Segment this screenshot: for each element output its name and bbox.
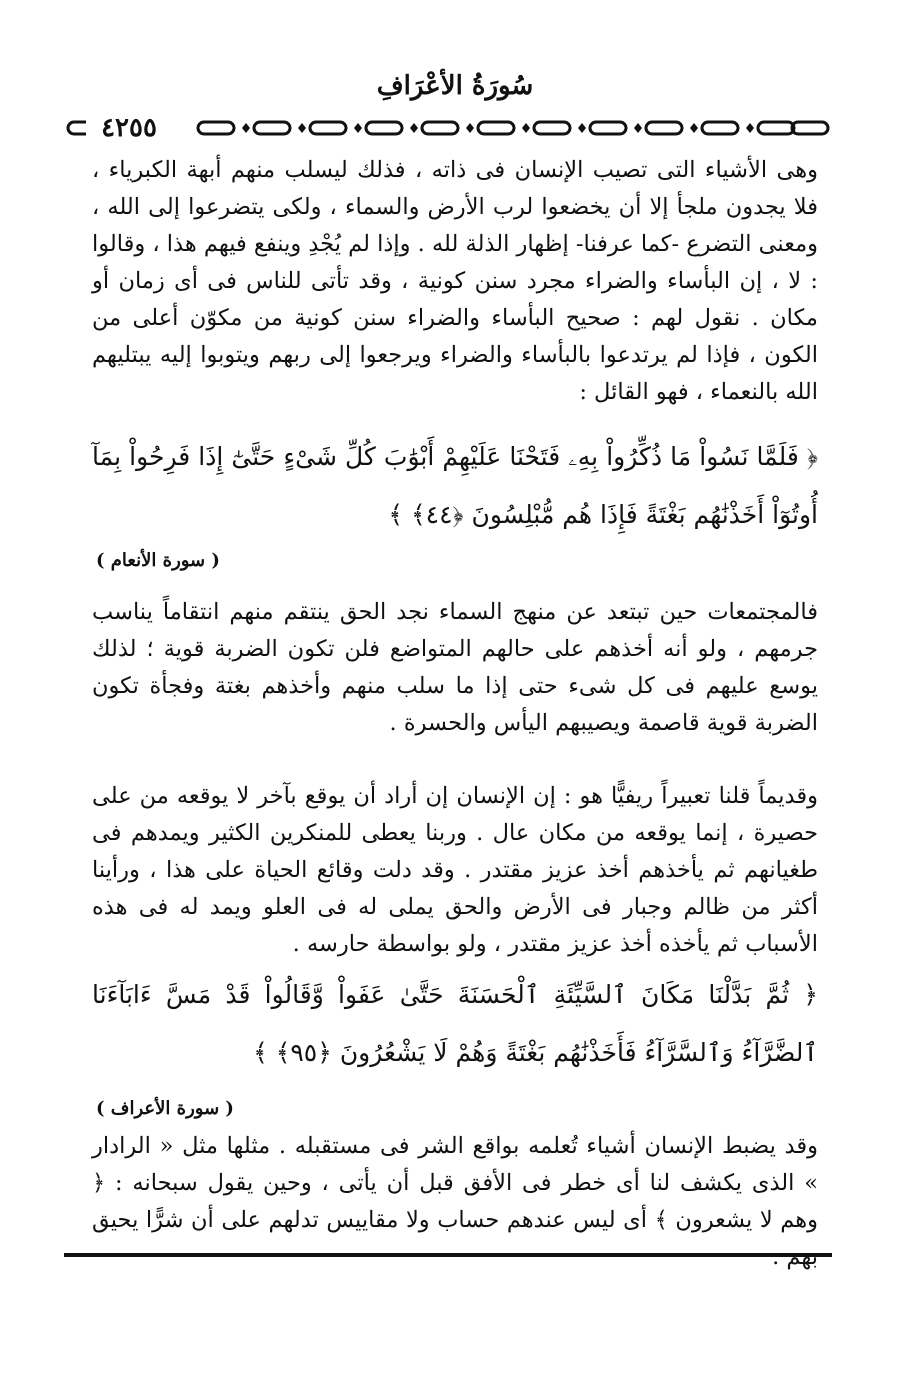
paragraph-2: فالمجتمعات حين تبتعد عن منهج السماء نجد الحق ينتقم منهم انتقاماً يناسب جرمهم ، ولو أنه أخذهم على حالهم المتواضع فلن تكون الضربة قوية ؛ لذلك يوسع عليهم فى كل شىء حتى إذا ما سلب منهم وأخذهم بغتة وفجأة تكون الضربة قوية قاصمة ويصيبهم اليأس والحسرة . — [92, 599, 818, 736]
paragraph-1: وهى الأشياء التى تصيب الإنسان فى ذاته ، فذلك ليسلب منهم أبهة الكبرياء ، فلا يجدون ملجأ إلا أن يخضعوا لرب الأرض والسماء ، ولكى يتضرعوا إلى الله ، ومعنى التضرع -كما عرفنا- إظهار الذلة لله . وإذا لم يُجْدِ وينفع فيهم هذا ، وقالوا : لا ، إن البأساء والضراء مجرد سنن كونية ، وقد تأتى للناس فى أى زمان أو مكان . نقول لهم : صحيح البأساء والضراء سنن كونية من مكوّن أعلى من الكون ، فإذا لم يرتدعوا بالبأساء والضراء ويرجعوا إلى ربهم ويتوبوا إليه يبتليهم الله بالنعماء ، فهو القائل : — [92, 157, 818, 405]
surah-title: سُورَةُ الأعْرَافِ — [376, 71, 534, 101]
paragraph-4: وقد يضبط الإنسان أشياء تُعلمه بواقع الشر فى مستقبله . مثلها مثل « الرادار » الذى يكشف لنا أى خطر فى الأفق قبل أن يأتى ، وحين يقول سبحانه : ﴿ وهم لا يشعرون ﴾ أى ليس عندهم حساب ولا مقاييس تدلهم على أن شرًّا يحيق بهم . — [92, 1133, 818, 1270]
verse-source-label: ( سورة الأنعام ) — [96, 550, 220, 571]
quran-verse-anam-44: ﴿ فَلَمَّا نَسُواْ مَا ذُكِّرُواْ بِهِۦ فَتَحْنَا عَلَيْهِمْ أَبْوَٰبَ كُلِّ شَىْءٍ حَتَّىٰٓ إِذَا فَرِحُواْ بِمَآ أُوتُوٓاْ أَخَذْنَٰهُم بَغْتَةً فَإِذَا هُم مُّبْلِسُونَ ﴿٤٤﴾ ﴾ — [92, 442, 818, 529]
quran-verse-araf-95: ﴿ ثُمَّ بَدَّلْنَا مَكَانَ ٱلسَّيِّئَةِ ٱلْحَسَنَةَ حَتَّىٰ عَفَواْ وَّقَالُواْ قَدْ مَسَّ ءَابَآءَنَا ٱلضَّرَّآءُ وَٱلسَّرَّآءُ فَأَخَذْنَٰهُم بَغْتَةً وَهُمْ لَا يَشْعُرُونَ ﴿٩٥﴾ ﴾ — [92, 980, 818, 1067]
footer-rule — [64, 1253, 832, 1257]
ornamental-rule — [66, 118, 830, 138]
page-number: ٤٢٥٥ — [86, 112, 172, 144]
verse-source-label: ( سورة الأعراف ) — [96, 1098, 234, 1119]
paragraph-3: وقديماً قلنا تعبيراً ريفيًّا هو : إن الإنسان إن أراد أن يوقع بآخر لا يوقعه من على حصيرة ، إنما يوقعه من مكان عال . وربنا يعطى للمنكرين الكثير ويمدهم فى طغيانهم ثم يأخذهم أخذ عزيز مقتدر . وقد دلت وقائع الحياة على هذا ، ورأينا أكثر من ظالم وجبار فى الأرض والحق يملى له فى العلو ويمد له فى هذه الأسباب ثم يأخذه أخذ عزيز مقتدر ، ولو بواسطة حارسه . — [92, 783, 818, 957]
